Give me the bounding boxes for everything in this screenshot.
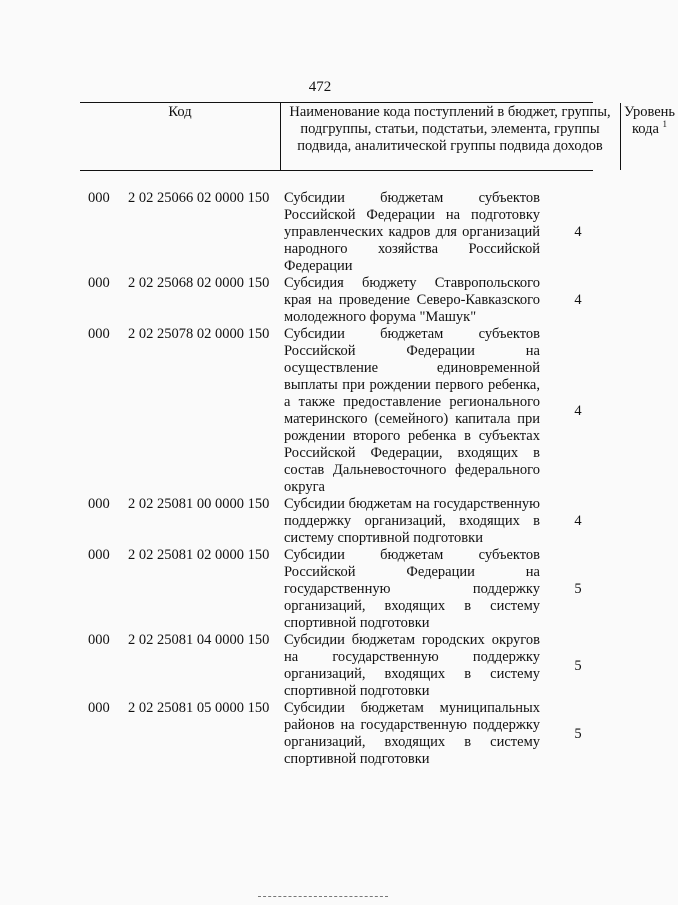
row-code-prefix: 000 <box>88 700 110 716</box>
header-level <box>621 103 678 138</box>
table-row <box>0 547 640 632</box>
row-code: 2 02 25066 02 0000 150 <box>128 190 270 206</box>
table-body <box>0 190 640 768</box>
footnote-marker: 1 <box>662 119 668 130</box>
header-level-cell <box>621 103 678 170</box>
row-code: 2 02 25081 05 0000 150 <box>128 700 270 716</box>
row-description: Субсидии бюджетам субъектов Российской Федерации на государственную поддержку организаций, входящих в систему спортивной подготовки <box>284 547 540 631</box>
row-level: 4 <box>574 224 582 240</box>
header-code-cell <box>80 103 281 170</box>
row-code-prefix: 000 <box>88 496 110 512</box>
row-code: 2 02 25081 04 0000 150 <box>128 632 270 648</box>
header-code: Код <box>168 104 192 120</box>
table-row <box>0 496 640 547</box>
row-code: 2 02 25081 02 0000 150 <box>128 547 270 563</box>
table-row <box>0 190 640 275</box>
row-code: 2 02 25078 02 0000 150 <box>128 326 270 342</box>
page-number: 472 <box>308 79 332 95</box>
header-name-cell <box>280 103 621 170</box>
row-code-prefix: 000 <box>88 275 110 291</box>
row-code-prefix: 000 <box>88 326 110 342</box>
row-description: Субсидии бюджетам муниципальных районов на государственную поддержку организаций, входящих в систему спортивной подготовки <box>284 700 540 767</box>
row-description: Субсидии бюджетам субъектов Российской Федерации на подготовку управленческих кадров для организаций народного хозяйства Российской Федерации <box>284 190 540 274</box>
table-header <box>80 102 676 171</box>
row-code: 2 02 25081 00 0000 150 <box>128 496 270 512</box>
row-level: 4 <box>574 292 582 308</box>
header-level-label: Уровень кода <box>623 104 676 137</box>
table-row <box>0 275 640 326</box>
table-row <box>0 632 640 700</box>
row-description: Субсидии бюджетам на государственную поддержку организаций, входящих в систему спортивной подготовки <box>284 496 540 546</box>
row-code-prefix: 000 <box>88 190 110 206</box>
page-edge-mark <box>258 896 388 900</box>
row-level: 4 <box>574 402 582 419</box>
row-description: Субсидии бюджетам городских округов на государственную поддержку организаций, входящих в систему спортивной подготовки <box>284 632 540 699</box>
row-level: 5 <box>574 725 582 742</box>
row-level: 5 <box>574 657 582 674</box>
table-row <box>0 326 640 496</box>
row-code-prefix: 000 <box>88 547 110 563</box>
header-name: Наименование кода поступлений в бюджет, группы, подгруппы, статьи, подстатьи, элемента, группы подвида, аналитической группы подвида доходов <box>289 104 611 154</box>
row-code: 2 02 25068 02 0000 150 <box>128 275 270 291</box>
table-row <box>0 700 640 768</box>
row-level: 5 <box>574 581 582 597</box>
row-level: 4 <box>574 513 582 529</box>
row-code-prefix: 000 <box>88 632 110 648</box>
row-description: Субсидия бюджету Ставропольского края на проведение Северо-Кавказского молодежного форума "Машук" <box>284 275 540 325</box>
row-description: Субсидии бюджетам субъектов Российской Федерации на осуществление единовременной выплаты при рождении первого ребенка, а также предоставление регионального материнского (семейного) капитала при рождении второго ребенка в субъектах Российской Федерации, входящих в состав Дальневосточного федерального округа <box>284 326 540 495</box>
